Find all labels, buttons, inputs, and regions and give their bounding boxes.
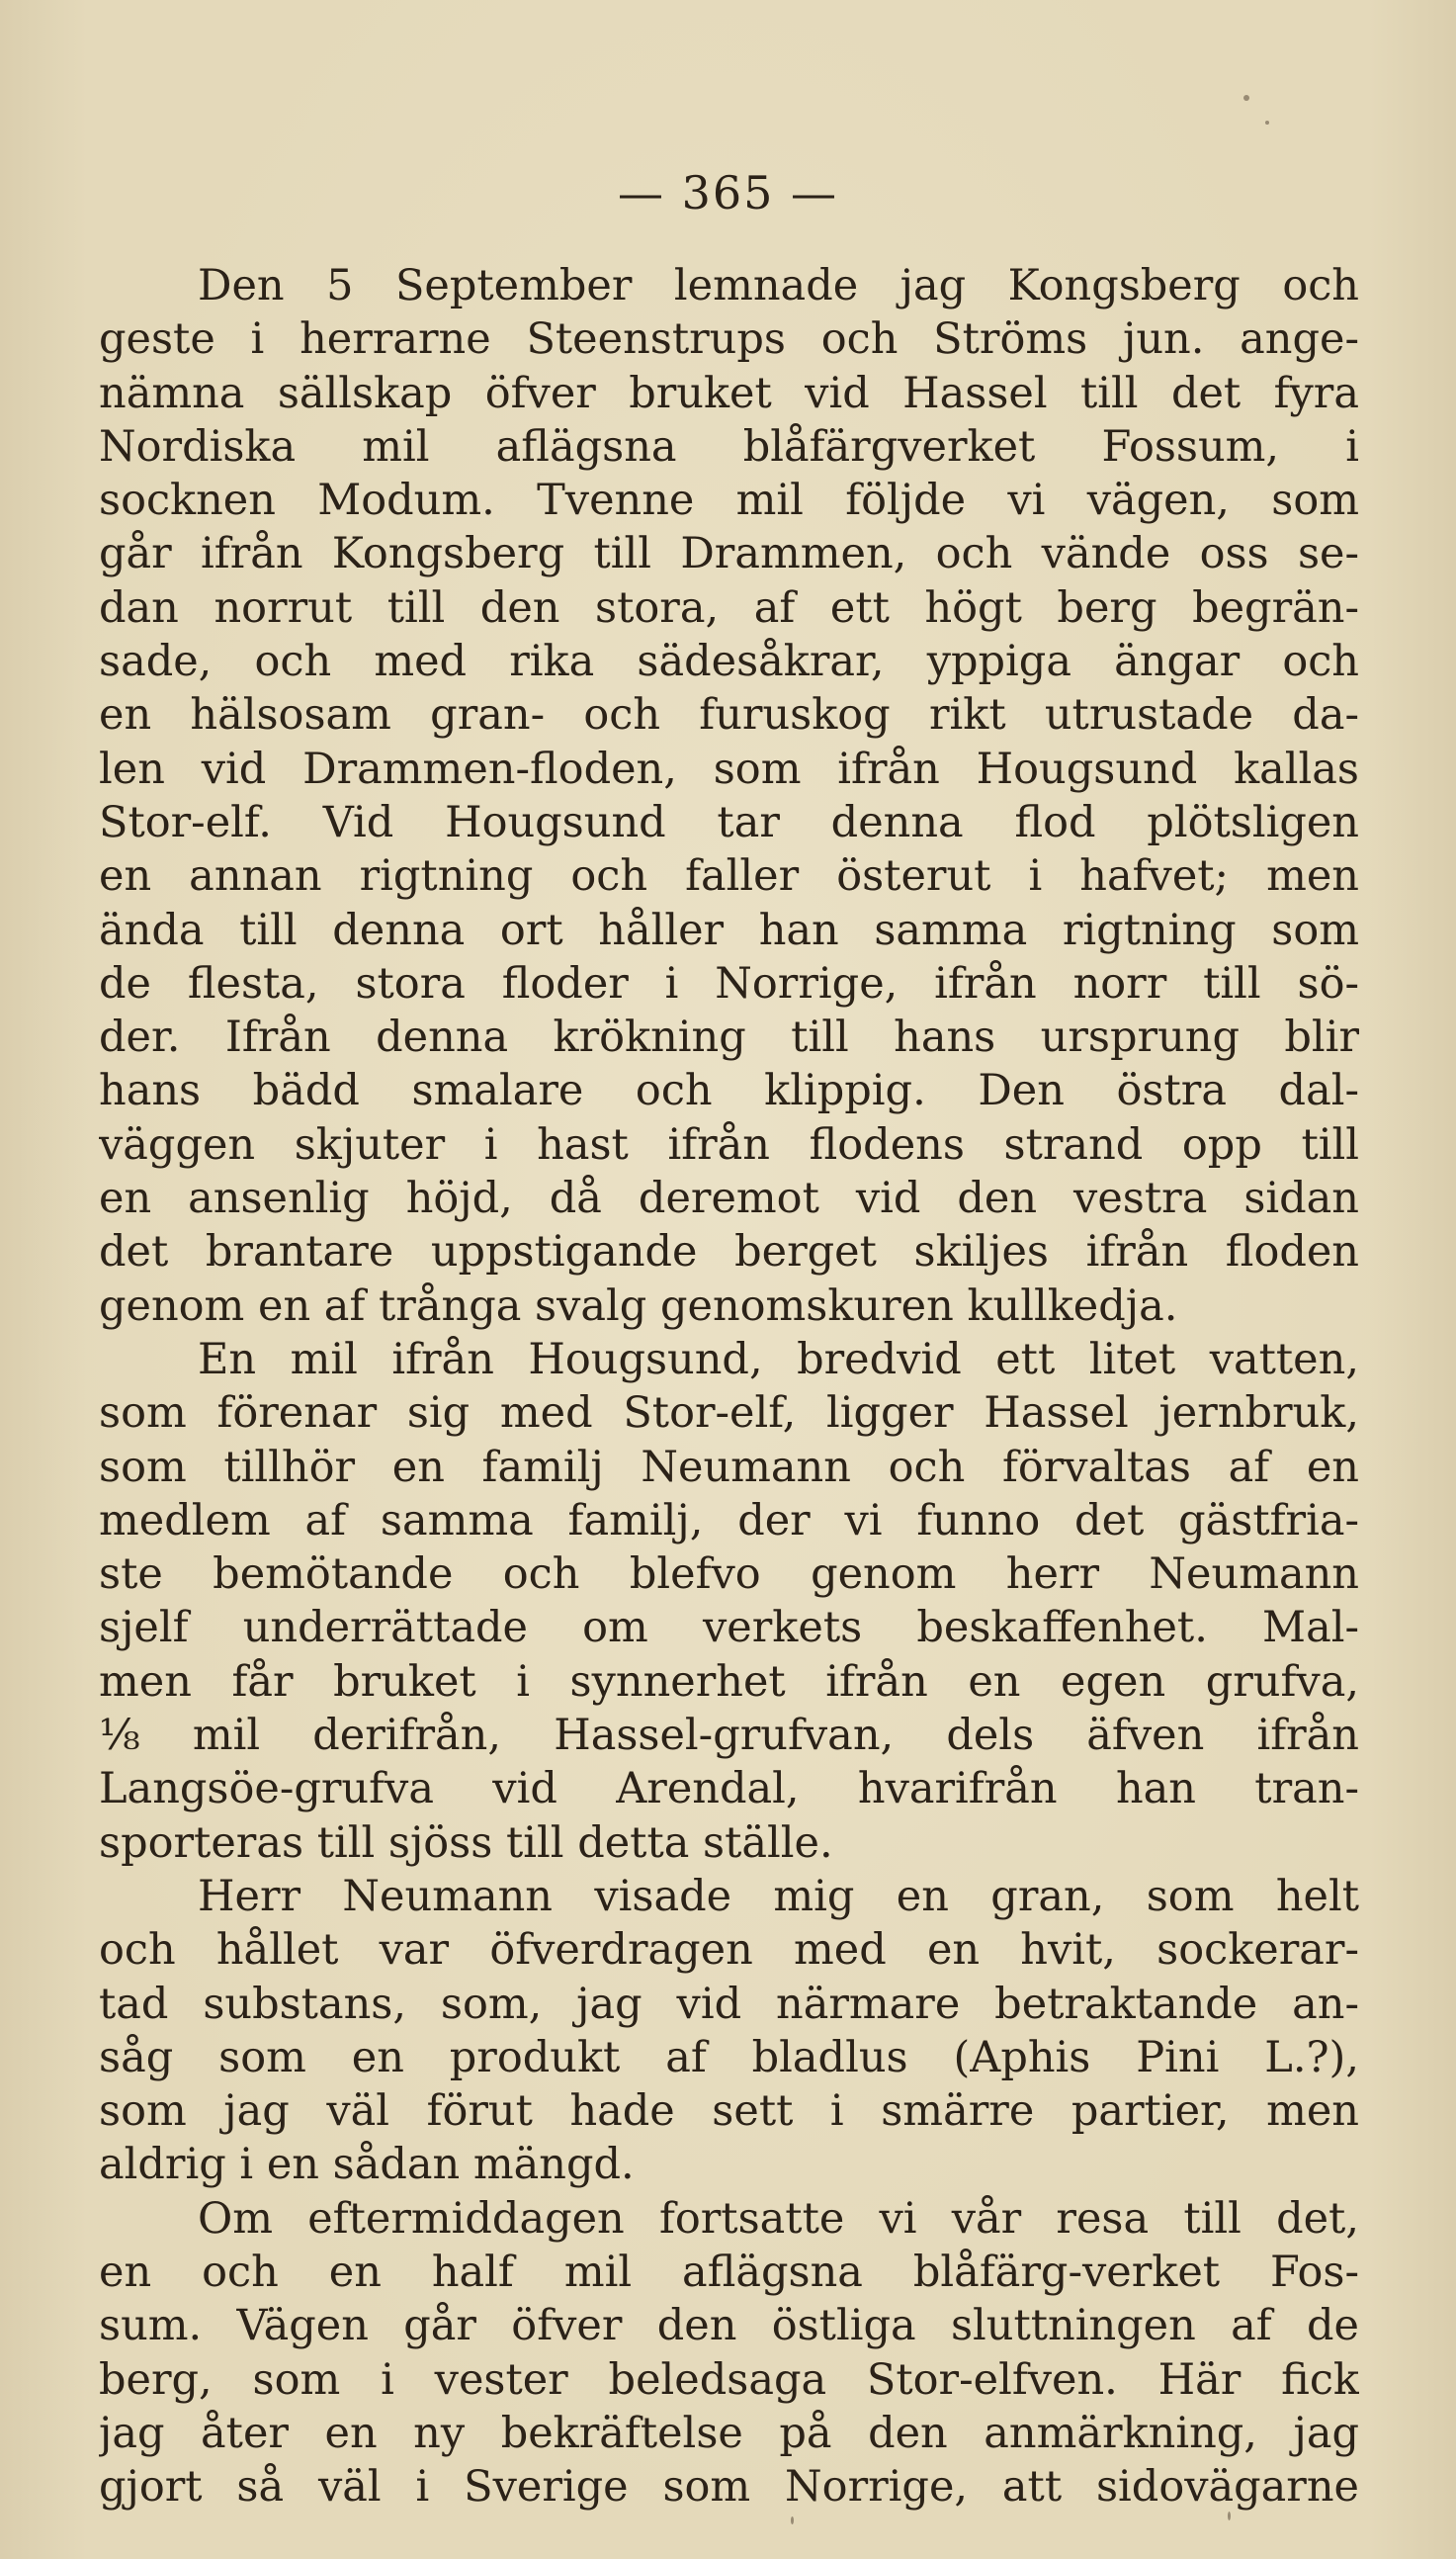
text-line: väggen skjuter i hast ifrån flodens strand opp till bbox=[99, 1119, 1359, 1170]
text-line: Nordiska mil aflägsna blåfärgverket Fossum, i bbox=[99, 421, 1359, 472]
text-line: de flesta, stora floder i Norrige, ifrån norr till sö- bbox=[99, 958, 1359, 1009]
text-line: det brantare uppstigande berget skiljes ifrån floden bbox=[99, 1227, 1359, 1278]
text-line: hans bädd smalare och klippig. Den östra dal- bbox=[99, 1066, 1359, 1116]
paper-speck bbox=[791, 2516, 794, 2524]
text-line: Stor-elf. Vid Hougsund tar denna flod plötsligen bbox=[99, 797, 1359, 847]
text-line: geste i herrarne Steenstrups och Ströms jun. ange- bbox=[99, 314, 1359, 365]
text-line: sporteras till sjöss till detta ställe. bbox=[99, 1817, 833, 1868]
text-line: ⅛ mil derifrån, Hassel-grufvan, dels äfven ifrån bbox=[99, 1711, 1359, 1761]
text-line: jag åter en ny bekräftelse på den anmärkning, jag bbox=[99, 2408, 1359, 2458]
paper-speck bbox=[1228, 2512, 1231, 2520]
text-line: ste bemötande och blefvo genom herr Neumann bbox=[99, 1549, 1359, 1600]
text-line: sum. Vägen går öfver den östliga sluttningen af de bbox=[99, 2301, 1359, 2351]
text-line: nämna sällskap öfver bruket vid Hassel till det fyra bbox=[99, 368, 1359, 418]
text-line: såg som en produkt af bladlus (Aphis Pini L.?), bbox=[99, 2032, 1359, 2082]
text-line: och hållet var öfverdragen med en hvit, sockerar- bbox=[99, 1925, 1359, 1976]
text-line: gjort så väl i Sverige som Norrige, att sidovägarne bbox=[99, 2462, 1359, 2513]
text-line: der. Ifrån denna krökning till hans ursprung blir bbox=[99, 1013, 1359, 1063]
text-line: som förenar sig med Stor-elf, ligger Hassel jernbruk, bbox=[99, 1388, 1359, 1439]
text-line: som jag väl förut hade sett i smärre partier, men bbox=[99, 2086, 1359, 2137]
body-text bbox=[99, 259, 1359, 2514]
text-line: som tillhör en familj Neumann och förvaltas af en bbox=[99, 1442, 1359, 1492]
paper-speck bbox=[1265, 121, 1269, 125]
text-line: aldrig i en sådan mängd. bbox=[99, 2140, 635, 2190]
text-line: en ansenlig höjd, då deremot vid den vestra sidan bbox=[99, 1174, 1359, 1224]
text-line: Den 5 September lemnade jag Kongsberg och bbox=[198, 261, 1359, 310]
text-line: tad substans, som, jag vid närmare betraktande an- bbox=[99, 1979, 1359, 2029]
text-line: sade, och med rika sädesåkrar, yppiga ängar och bbox=[99, 637, 1359, 687]
text-line: en annan rigtning och faller österut i hafvet; men bbox=[99, 851, 1359, 902]
text-line: En mil ifrån Hougsund, bredvid ett litet vatten, bbox=[198, 1334, 1359, 1384]
text-line: en och en half mil aflägsna blåfärg-verket Fos- bbox=[99, 2247, 1359, 2297]
text-line: len vid Drammen-floden, som ifrån Hougsund kallas bbox=[99, 744, 1359, 794]
text-line: genom en af trånga svalg genomskuren kullkedja. bbox=[99, 1280, 1178, 1331]
text-line: medlem af samma familj, der vi funno det gästfria- bbox=[99, 1495, 1359, 1545]
text-line: sjelf underrättade om verkets beskaffenhet. Mal- bbox=[99, 1603, 1359, 1653]
text-line: socknen Modum. Tvenne mil följde vi vägen, som bbox=[99, 476, 1359, 526]
text-line: ända till denna ort håller han samma rigtning som bbox=[99, 905, 1359, 955]
text-line: berg, som i vester beledsaga Stor-elfven. Här fick bbox=[99, 2354, 1359, 2405]
paper-speck bbox=[1243, 95, 1249, 101]
text-line: går ifrån Kongsberg till Drammen, och vände oss se- bbox=[99, 529, 1359, 579]
text-line: Om eftermiddagen fortsatte vi vår resa till det, bbox=[198, 2193, 1359, 2244]
page-number: — 365 — bbox=[617, 166, 839, 220]
text-line: en hälsosam gran- och furuskog rikt utrustade da- bbox=[99, 690, 1359, 741]
text-line: men får bruket i synnerhet ifrån en egen grufva, bbox=[99, 1656, 1359, 1707]
text-line: dan norrut till den stora, af ett högt berg begrän- bbox=[99, 582, 1359, 633]
text-line: Herr Neumann visade mig en gran, som helt bbox=[198, 1871, 1359, 1921]
text-line: Langsöe-grufva vid Arendal, hvarifrån han tran- bbox=[99, 1764, 1359, 1814]
